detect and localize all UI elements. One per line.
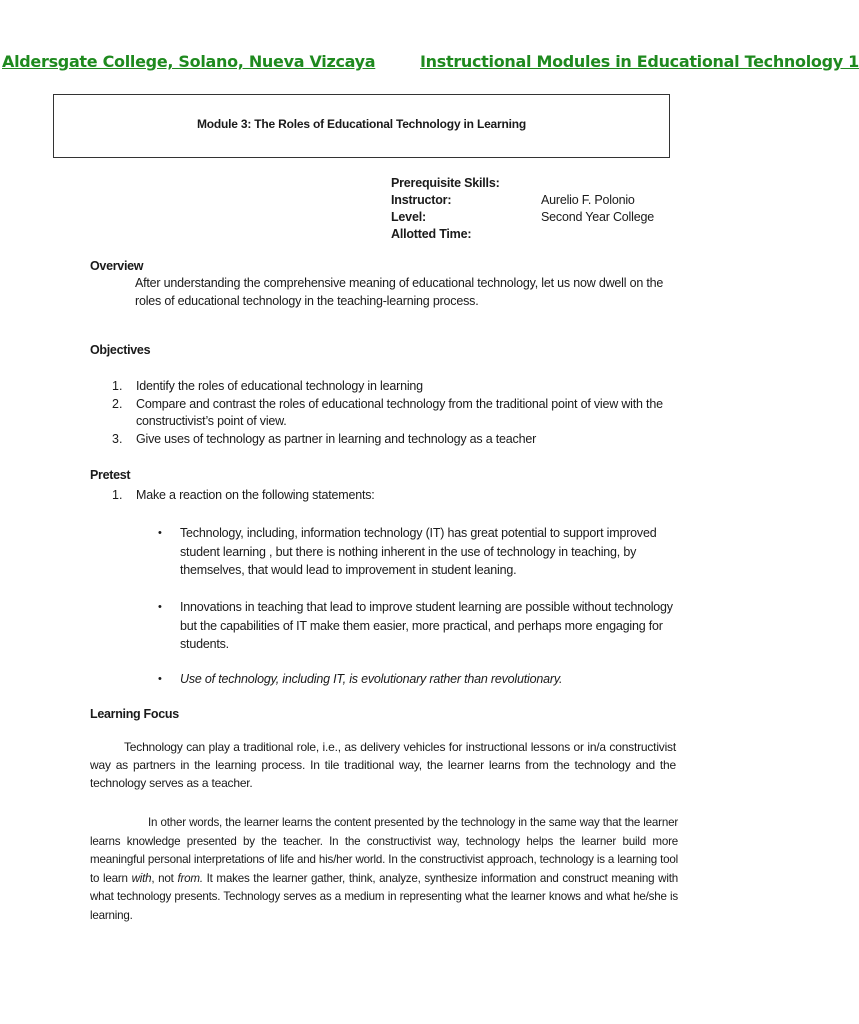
overview-line-1: After understanding the comprehensive meaning of educational technology, let us now dwell on the <box>135 276 664 290</box>
list-item: 3. Give uses of technology as partner in learning and technology as a teacher <box>112 432 537 446</box>
header-module-series: Instructional Modules in Educational Technology 1 <box>420 52 859 71</box>
header-college-name: Aldersgate College, Solano, Nueva Vizcaya <box>2 52 376 71</box>
pretest-heading: Pretest <box>90 468 131 482</box>
pretest-statement: • Innovations in teaching that lead to improve student learning are possible without technology but the capabilities of IT make them easier, more practical, and perhaps more engaging for students. <box>158 598 680 654</box>
pretest-statement: • Use of technology, including IT, is evolutionary rather than revolutionary. <box>158 670 680 689</box>
level-value: Second Year College <box>541 210 654 224</box>
objectives-list <box>112 378 696 449</box>
objectives-heading: Objectives <box>90 343 151 357</box>
overview-line-2: roles of educational technology in the teaching-learning process. <box>135 294 479 308</box>
level-label: Level: <box>391 210 426 224</box>
bullet-icon: • <box>158 673 162 685</box>
overview-heading: Overview <box>90 259 144 273</box>
prereq-label: Prerequisite Skills: <box>391 176 500 190</box>
module-title: Module 3: The Roles of Educational Technology in Learning <box>196 117 527 131</box>
pretest-list <box>112 487 696 505</box>
module-meta <box>391 175 654 243</box>
learning-focus-para-2: In other words, the learner learns the content presented by the technology in the same way that the learner learns knowledge presented by the teacher. In the constructivist way, technology helps the learner build more meaningful personal interpretations of life and his/her world. In the constructivist approach, technology is a learning tool to learn with, not from. It makes the learner gather, think, analyze, synthesize information and construct meaning with what technology presents. Technology serves as a medium in representing what the learner knows and what he/she is learning. <box>90 816 678 922</box>
overview-text <box>135 274 695 310</box>
learning-focus-para-1: Technology can play a traditional role, i.e., as delivery vehicles for instructional lessons or in/a constructivist way as partners in the learning process. In tile traditional way, the learner learns from the technology and the technology serves as a teacher. <box>90 740 676 790</box>
instructor-label: Instructor: <box>391 193 452 207</box>
pretest-statement: • Technology, including, information technology (IT) has great potential to support improved student learning , but there is nothing inherent in the use of technology in teaching, by themselves, that would lead to improvement in student leaning. <box>158 524 680 580</box>
module-title-box <box>53 94 670 158</box>
bullet-icon: • <box>158 601 162 613</box>
time-label: Allotted Time: <box>391 227 472 241</box>
instructor-value: Aurelio F. Polonio <box>541 193 635 207</box>
list-item: 2. Compare and contrast the roles of educational technology from the traditional point of view with the constructivist’s point of view. <box>112 397 663 428</box>
list-item: 1. Identify the roles of educational technology in learning <box>112 379 423 393</box>
bullet-icon: • <box>158 527 162 539</box>
learning-focus-heading: Learning Focus <box>90 707 179 721</box>
list-item: 1. Make a reaction on the following statements: <box>112 488 375 502</box>
